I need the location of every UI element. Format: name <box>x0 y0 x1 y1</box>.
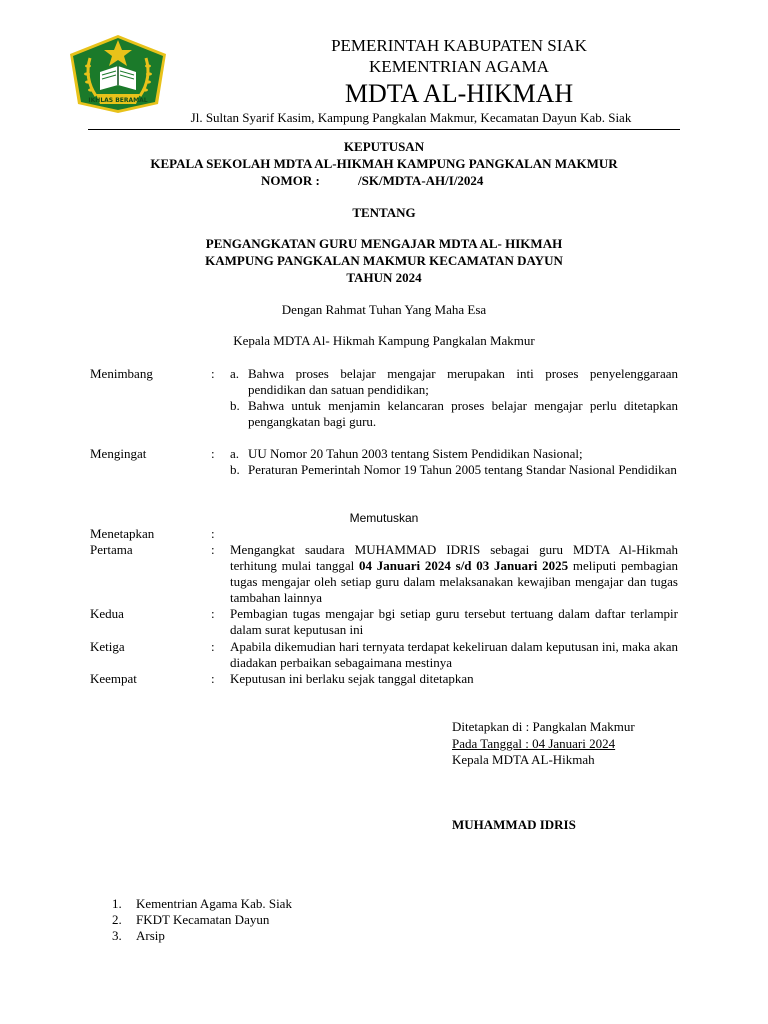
header-government: PEMERINTAH KABUPATEN SIAK <box>331 36 587 55</box>
mengingat-item-a: UU Nomor 20 Tahun 2003 tentang Sistem Pendidikan Nasional; <box>248 446 583 461</box>
ketiga-label: Ketiga <box>90 639 125 654</box>
keempat-label: Keempat <box>90 671 137 686</box>
kedua-text: Pembagian tugas mengajar bgi setiap guru tersebut tertuang dalam daftar terlampir dalam surat keputusan ini <box>230 606 678 637</box>
list-item-number: 2. <box>112 912 122 927</box>
pertama-label: Pertama <box>90 542 133 557</box>
list-item-number: 1. <box>112 896 122 911</box>
keempat-colon: : <box>211 671 215 686</box>
list-item <box>112 928 292 944</box>
header-ministry: KEMENTRIAN AGAMA <box>369 57 549 76</box>
list-item-number: 3. <box>112 928 122 943</box>
pertama-date-range: 04 Januari 2024 s/d 03 Januari 2025 <box>359 558 569 573</box>
ketiga-colon: : <box>211 639 215 654</box>
signature-jabatan: Kepala MDTA AL-Hikmah <box>452 752 595 767</box>
subject-line-2: KAMPUNG PANGKALAN MAKMUR KECAMATAN DAYUN <box>205 253 563 268</box>
mengingat-letter-b: b. <box>230 462 240 477</box>
menimbang-item-a: Bahwa proses belajar mengajar merupakan inti proses penyelenggaraan pendidikan dan satuan pendidikan; <box>248 366 678 397</box>
title-keputusan: KEPUTUSAN <box>343 139 425 154</box>
title-nomor-label: NOMOR : <box>261 173 320 188</box>
tembusan-list <box>112 896 292 944</box>
list-item-text: Kementrian Agama Kab. Siak <box>136 896 292 911</box>
memutuskan-heading: Memutuskan <box>349 511 419 525</box>
list-item <box>112 896 292 912</box>
signature-nama: MUHAMMAD IDRIS <box>452 817 576 832</box>
list-item <box>112 912 292 928</box>
mengingat-label: Mengingat <box>90 446 147 461</box>
pertama-text-start: Mengangkat saudara MUHAMMAD IDRIS sebagai guru MDTA Al-Hikmah terhitung mulai tanggal <box>230 542 678 573</box>
opening-rahmat: Dengan Rahmat Tuhan Yang Maha Esa <box>281 302 487 317</box>
menimbang-item-b: Bahwa untuk menjamin kelancaran proses belajar mengajar perlu ditetapkan pengangkatan bagi guru. <box>248 398 678 429</box>
menimbang-letter-b: b. <box>230 398 240 413</box>
subject-line-3: TAHUN 2024 <box>346 270 422 285</box>
title-kepala: KEPALA SEKOLAH MDTA AL-HIKMAH KAMPUNG PANGKALAN MAKMUR <box>150 156 618 171</box>
menimbang-letter-a: a. <box>230 366 240 381</box>
signature-tanggal: Pada Tanggal : 04 Januari 2024 <box>452 736 616 751</box>
mengingat-item-b: Peraturan Pemerintah Nomor 19 Tahun 2005 tentang Standar Nasional Pendidikan <box>248 462 677 477</box>
menimbang-label: Menimbang <box>90 366 153 381</box>
mengingat-letter-a: a. <box>230 446 240 461</box>
menimbang-colon: : <box>211 366 215 381</box>
menetapkan-label: Menetapkan <box>90 526 155 541</box>
title-tentang: TENTANG <box>352 205 416 220</box>
list-item-text: Arsip <box>136 928 165 943</box>
pertama-text <box>230 542 678 606</box>
title-nomor-value: /SK/MDTA-AH/I/2024 <box>358 173 484 188</box>
ketiga-text: Apabila dikemudian hari ternyata terdapat kekeliruan dalam keputusan ini, maka akan diadakan perbaikan sebagaimana mestinya <box>230 639 678 670</box>
list-item-text: FKDT Kecamatan Dayun <box>136 912 270 927</box>
signature-ditetapkan: Ditetapkan di : Pangkalan Makmur <box>452 719 635 734</box>
menetapkan-colon: : <box>211 526 215 541</box>
subject-line-1: PENGANGKATAN GURU MENGAJAR MDTA AL- HIKMAH <box>205 236 563 251</box>
opening-kepala: Kepala MDTA Al- Hikmah Kampung Pangkalan Makmur <box>233 333 535 348</box>
keempat-text: Keputusan ini berlaku sejak tanggal ditetapkan <box>230 671 474 686</box>
pertama-text-end: meliputi pembagian tugas mengajar oleh setiap guru dalam melaksanakan kewajiban mengajar dan tugas tambahan lainnya <box>230 558 678 605</box>
mengingat-colon: : <box>211 446 215 461</box>
header-address: Jl. Sultan Syarif Kasim, Kampung Pangkalan Makmur, Kecamatan Dayun Kab. Siak <box>190 110 632 125</box>
svg-text:IKHLAS BERAMAL: IKHLAS BERAMAL <box>88 97 148 104</box>
pertama-colon: : <box>211 542 215 557</box>
header-school-name: MDTA AL-HIKMAH <box>344 79 574 108</box>
header-divider <box>88 129 680 130</box>
kedua-colon: : <box>211 606 215 621</box>
kedua-label: Kedua <box>90 606 124 621</box>
